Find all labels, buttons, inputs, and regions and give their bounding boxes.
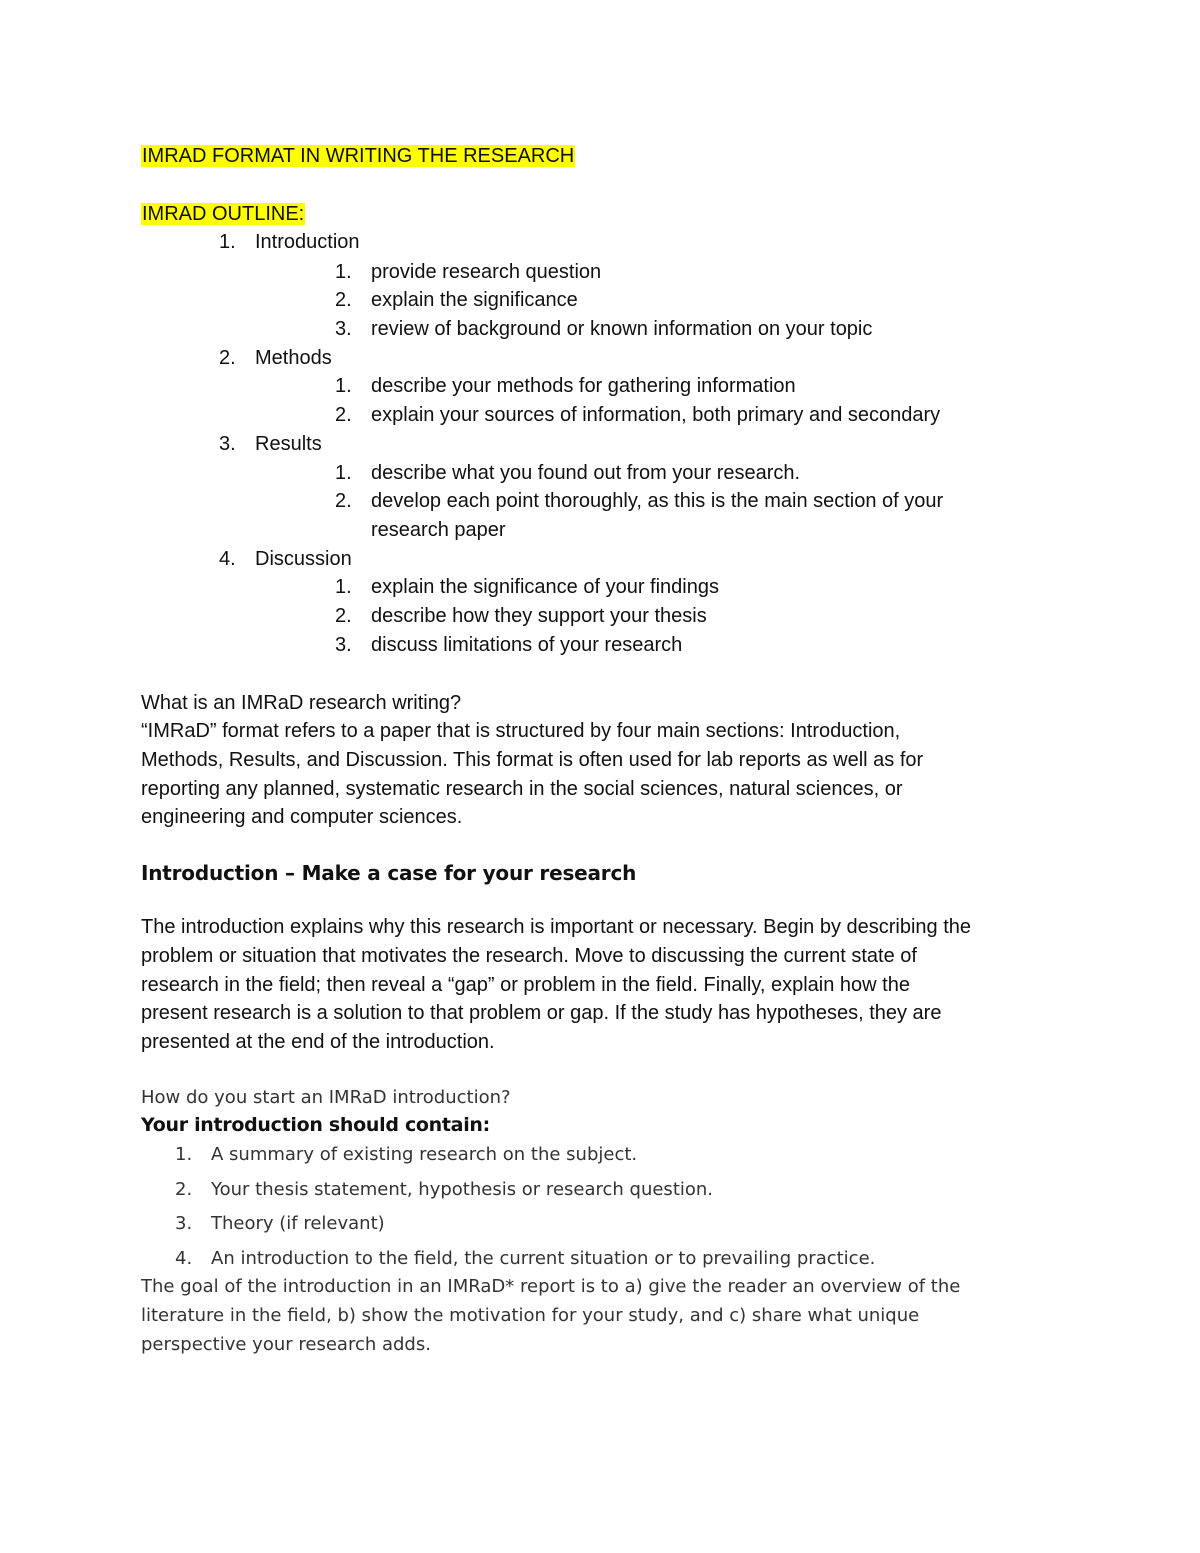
outline-item-results: 3. Results — [219, 433, 322, 455]
outline-subitem: 2. explain the significance — [335, 289, 578, 311]
paragraph-line: Methods, Results, and Discussion. This format is often used for lab reports as well as for — [141, 749, 924, 771]
outline-item-introduction: 1. Introduction — [219, 231, 360, 253]
outline-subitem: 1. describe your methods for gathering information — [335, 375, 796, 397]
paragraph-line: The introduction explains why this research is important or necessary. Begin by describing the — [141, 916, 972, 938]
list-item: 2. Your thesis statement, hypothesis or research question. — [175, 1179, 714, 1200]
document-title: IMRAD FORMAT IN WRITING THE RESEARCH — [142, 145, 575, 167]
outline-subitem: 2. explain your sources of information, both primary and secondary — [335, 404, 941, 426]
outline-subitem: 1. describe what you found out from your research. — [335, 462, 801, 484]
paragraph-line: engineering and computer sciences. — [141, 806, 463, 828]
list-item: 4. An introduction to the field, the current situation or to prevailing practice. — [175, 1248, 876, 1269]
intro-contents-subheading: Your introduction should contain: — [141, 1114, 490, 1136]
paragraph-line: “IMRaD” format refers to a paper that is structured by four main sections: Introduction, — [141, 720, 901, 742]
outline-item-discussion: 4. Discussion — [219, 548, 352, 570]
section-heading-introduction: Introduction – Make a case for your research — [141, 861, 637, 885]
outline-subitem: 3. discuss limitations of your research — [335, 634, 683, 656]
outline-item-methods: 2. Methods — [219, 347, 332, 369]
outline-subitem-continuation: research paper — [371, 519, 506, 541]
outline-subitem: 1. explain the significance of your findings — [335, 576, 719, 598]
paragraph-line: The goal of the introduction in an IMRaD* report is to a) give the reader an overview of the — [141, 1276, 961, 1297]
paragraph-line: presented at the end of the introduction. — [141, 1031, 495, 1053]
list-item: 1. A summary of existing research on the subject. — [175, 1144, 638, 1165]
paragraph-line: research in the field; then reveal a “gap” or problem in the field. Finally, explain how the — [141, 974, 910, 996]
list-item: 3. Theory (if relevant) — [175, 1213, 385, 1234]
paragraph-line: perspective your research adds. — [141, 1334, 431, 1355]
outline-subitem: 2. develop each point thoroughly, as this is the main section of your — [335, 490, 944, 512]
outline-subitem: 3. review of background or known information on your topic — [335, 318, 873, 340]
outline-label: IMRAD OUTLINE: — [142, 203, 305, 225]
what-is-question: What is an IMRaD research writing? — [141, 692, 462, 714]
paragraph-line: reporting any planned, systematic research in the social sciences, natural sciences, or — [141, 778, 903, 800]
paragraph-line: present research is a solution to that problem or gap. If the study has hypotheses, they are — [141, 1002, 942, 1024]
how-start-question: How do you start an IMRaD introduction? — [141, 1087, 511, 1108]
outline-subitem: 2. describe how they support your thesis — [335, 605, 707, 627]
paragraph-line: literature in the field, b) show the motivation for your study, and c) share what unique — [141, 1305, 920, 1326]
paragraph-line: problem or situation that motivates the research. Move to discussing the current state of — [141, 945, 917, 967]
outline-subitem: 1. provide research question — [335, 261, 602, 283]
